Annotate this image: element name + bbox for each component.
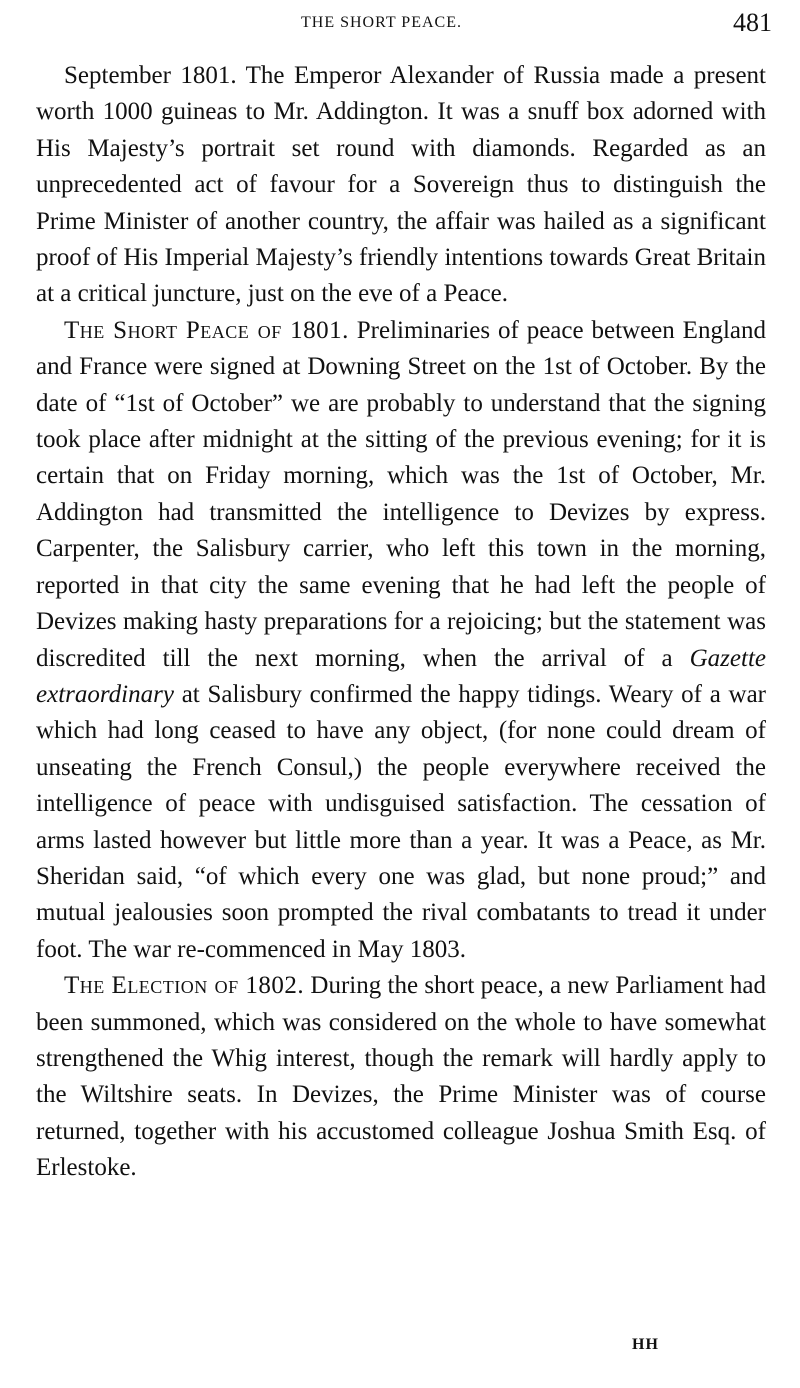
- body-text: [36, 58, 766, 1187]
- italic-gazette-title: Gazette extraordinary: [36, 644, 766, 708]
- paragraph-text: Preliminaries of peace between England and France were signed at Downing Street on the 1st of October. By the date of “1st of October” we are probably to understand that the signing took place after midnight at the sitting of the previous evening; for it is certain that on Friday morning, which was the 1st of October, Mr. Addington had transmitted the intelligence to Devizes by express. Carpenter, the Salisbury carrier, who left this town in the morning, reported in that city the same evening that he had left the people of Devizes making hasty preparations for a rejoicing; but the statement was discredited till the next morning, when the arrival of a: [36, 316, 766, 672]
- running-head: [0, 8, 800, 40]
- paragraph-emperor-gift: [36, 58, 766, 313]
- paragraph-election: [36, 968, 766, 1186]
- section-heading-election: The Election of 1802.: [64, 972, 305, 1000]
- section-heading-short-peace: The Short Peace of 1801.: [64, 316, 349, 344]
- signature-mark: HH: [632, 1336, 659, 1353]
- paragraph-text: During the short peace, a new Parliament had been summoned, which was considered on the whole to have somewhat strengthened the Whig interest, though the remark will hardly apply to the Wiltshire seats. In Devizes, the Prime Minister was of course returned, together with his accustomed colleague Joshua Smith Esq. of Erlestoke.: [36, 972, 767, 1182]
- paragraph-short-peace: [36, 313, 766, 968]
- paragraph-text: September 1801. The Emperor Alexander of Russia made a present worth 1000 guineas to Mr. Addington. It was a snuff box adorned with His Majesty’s portrait set round with diamonds. Regarded as an unprecedented act of favour for a Sovereign thus to distinguish the Prime Minister of another country, the affair was hailed as a significant proof of His Imperial Majesty’s friendly intentions towards Great Britain at a critical juncture, just on the eve of a Peace.: [36, 62, 766, 308]
- running-title: THE SHORT PEACE.: [301, 14, 462, 31]
- page-number: 481: [733, 8, 772, 37]
- paragraph-text: at Salisbury confirmed the happy tidings. Weary of a war which had long ceased to have any object, (for none could dream of unseating the French Consul,) the people everywhere received the intelligence of peace with undisguised satisfaction. The cessation of arms lasted however but little more than a year. It was a Peace, as Mr. Sheridan said, “of which every one was glad, but none proud;” and mutual jealousies soon prompted the rival combatants to tread it under foot. The war re-commenced in May 1803.: [36, 680, 767, 963]
